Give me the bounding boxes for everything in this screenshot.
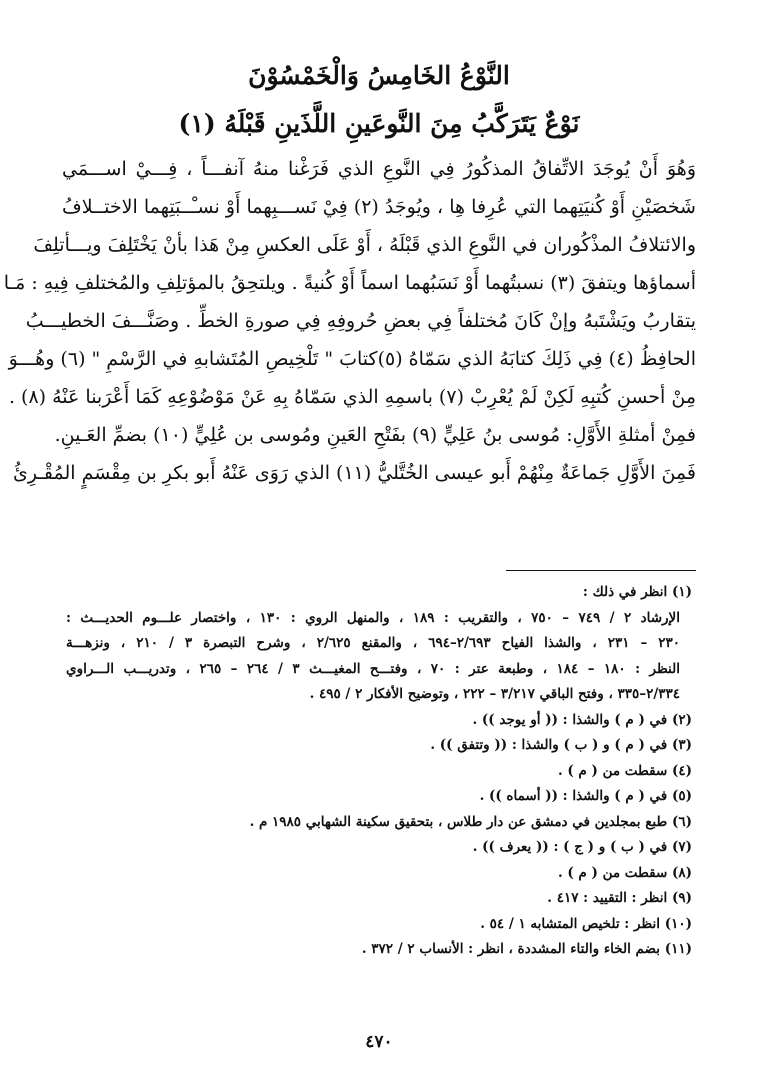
footnote-line: (٢) في ( م ) والشذا : (( أو يوجد )) .	[472, 711, 692, 728]
body-line: فَمِنَ الأَوَّلِ جَماعَةٌ مِنْهُمْ أَبو عيسى الخُتَّليُّ (١١) الذي رَوَى عَنْهُ أَبو بكرِ بن مِقْسَمٍ المُقْـرِئُ	[12, 462, 696, 484]
footnote-line: ٢٣٠ – ٢٣١ ، والشذا الفياح ٢/٦٩٣–٦٩٤ ، والمقنع ٢/٦٢٥ ، وشرح التبصرة ٣ / ٢١٠ ، ونزهـــة	[66, 635, 680, 651]
footnote-divider	[506, 570, 696, 571]
footnote-line: (٥) في ( م ) والشذا : (( أسماه )) .	[479, 788, 692, 804]
body-line: وَهُوَ أَنْ يُوجَدَ الاتِّفاقُ المذكُورُ فِي النَّوعِ الذي فَرَغْنا منهُ آنفـــاً ، فِـــيْ اســـمَي	[62, 158, 696, 180]
footnote-line: (٦) طبع بمجلدين في دمشق عن دار طلاس ، بتحقيق سكينة الشهابي ١٩٨٥ م .	[249, 813, 692, 830]
main-text	[3, 150, 696, 492]
body-line: والائتلافُ المذْكُوران في النَّوعِ الذي قَبْلَهُ ، أَوْ عَلَى العكسِ مِنْ هَذا بأنْ يَخْتَلِفَ ويـــأتلِفَ	[33, 234, 696, 256]
footnote-line: (٧) في ( ب ) و ( ج ) : (( يعرف )) .	[472, 839, 692, 855]
body-line: شَخصَيْنِ أَوْ كُنيَتِهما التي عُرِفا هِا ، ويُوجَدُ (٢) فِيْ نَســـبِهما أَوْ نسـْــبَتِهما الاختــلافُ	[62, 196, 696, 218]
chapter-title: النَّوْعُ الخَامِسُ وَالْخَمْسُوْنَ	[248, 61, 510, 90]
chapter-subtitle: نَوْعٌ يَتَرَكَّبُ مِنَ النَّوعَينِ اللَّذَينِ قَبْلَهُ (١)	[178, 109, 580, 138]
footnote-line: (١) انظر في ذلك :	[582, 584, 692, 600]
body-line: مِنْ أحسنِ كُتبِهِ لَكِنْ لَمْ يُعْرِبْ (٧) باسمِهِ الذي سَمّاهُ بِهِ عَنْ مَوْضُوْعِهِ كَمَا أَعْرَبنا عَنْهُ (٨) .	[8, 386, 696, 408]
footnote-line: (٣) في ( م ) و ( ب ) والشذا : (( وتتفق )) .	[430, 737, 692, 753]
footnote-line: (١٠) انظر : تلخيص المتشابه ١ / ٥٤ .	[480, 915, 692, 932]
footnote-line: النظر : ١٨٠ – ١٨٤ ، وطبعة عتر : ٧٠ ، وفتـــح المغيـــث ٣ / ٢٦٤ – ٢٦٥ ، وتدريـــب الـــراوي	[66, 660, 680, 677]
body-line: أسماؤها ويتفقَ (٣) نسبتُهما أَوْ نَسَبُهما اسماً أَوْ كُنيةً . ويلتحِقُ بالمؤتلِفِ والمُختلفِ فِيهِ : مَـا	[3, 272, 696, 294]
body-line: الحافِظُ (٤) فِي ذَلِكَ كتابَهُ الذي سَمّاهُ (٥)كتابَ " تَلْخِيصِ المُتَشابهِ في الرَّسْمِ " (٦) وهُـــوَ	[8, 348, 696, 370]
footnotes	[66, 580, 692, 963]
footnote-line: الإرشاد ٢ / ٧٤٩ – ٧٥٠ ، والتقريب : ١٨٩ ، والمنهل الروي : ١٣٠ ، واختصار علـــوم الحديـــث :	[66, 609, 680, 626]
footnote-line: (٩) انظر : التقييد : ٤١٧ .	[547, 890, 692, 906]
heading-block	[60, 52, 698, 148]
footnote-line: (٨) سقطت من ( م ) .	[557, 864, 692, 881]
body-line: يتقاربُ ويَشْتَبهُ وإنْ كَانَ مُختلفاً فِي بعضِ حُروفِهِ فِي صورةِ الخطِّ . وصَنَّـــفَ الخطيـــبُ	[25, 310, 696, 332]
body-line: فمِنْ أمثلةِ الأَوَّلِ: مُوسى بنُ عَلِيٍّ (٩) بفَتْحِ العَينِ ومُوسى بن عُلِيٍّ (١٠) بضمِّ العَـينِ.	[54, 424, 696, 446]
footnote-line: (١١) بضم الخاء والتاء المشددة ، انظر : الأنساب ٢ / ٣٧٢ .	[361, 941, 692, 957]
footnote-line: ٢/٣٣٤–٣٣٥ ، وفتح الباقي ٣/٢١٧ – ٢٢٢ ، وتوضيح الأفكار ٢ / ٤٩٥ .	[309, 686, 680, 702]
footnote-line: (٤) سقطت من ( م ) .	[557, 762, 692, 779]
page-number: ٤٧٠	[365, 1032, 393, 1052]
